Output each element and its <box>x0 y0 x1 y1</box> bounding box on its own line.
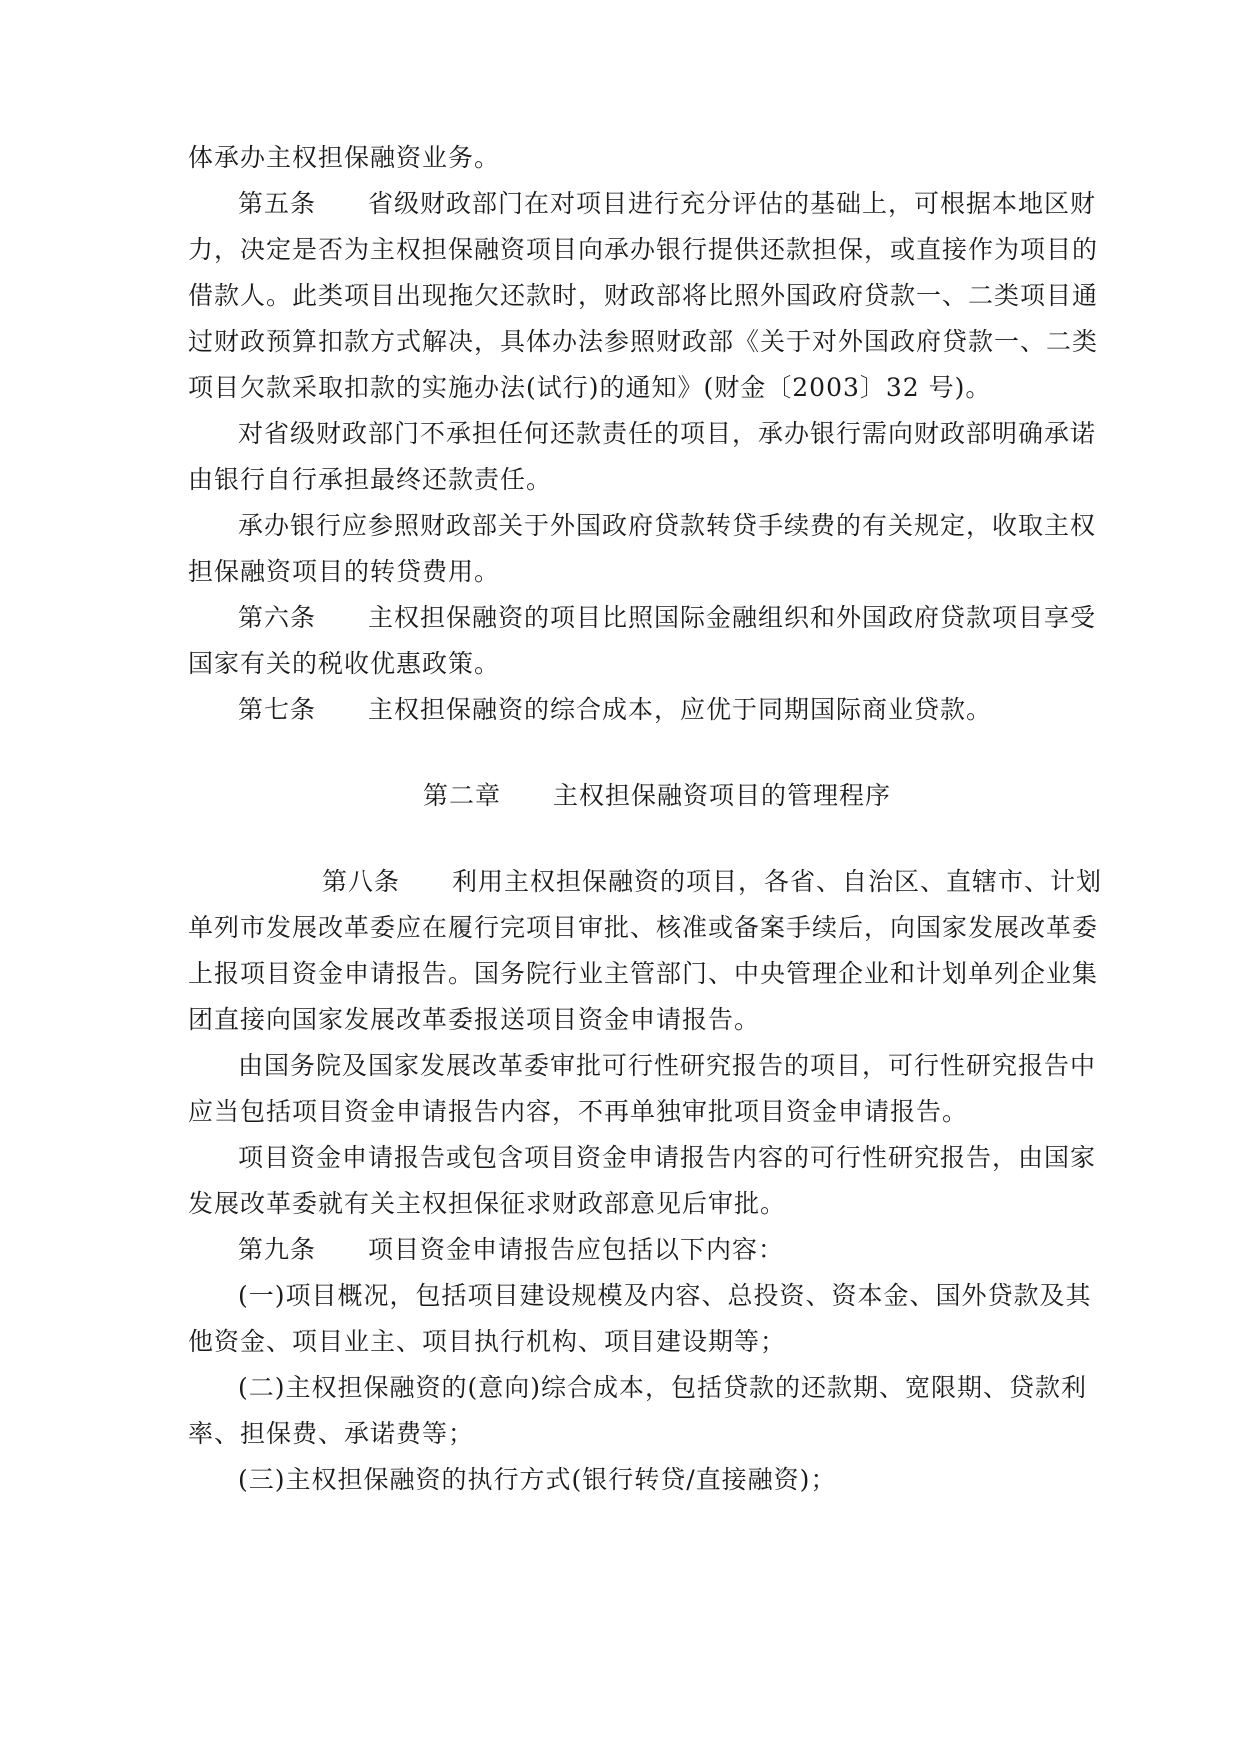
article-5-line: 第五条 省级财政部门在对项目进行充分评估的基础上，可根据本地区财 <box>238 189 1097 218</box>
text-line: 体承办主权担保融资业务。 <box>188 143 501 172</box>
paragraph-line: 由国务院及国家发展改革委审批可行性研究报告的项目，可行性研究报告中 <box>238 1051 1097 1080</box>
paragraph-line: 对省级财政部门不承担任何还款责任的项目，承办银行需向财政部明确承诺 <box>238 419 1097 448</box>
list-item-1: (一)项目概况，包括项目建设规模及内容、总投资、资本金、国外贷款及其 <box>238 1281 1092 1310</box>
article-6-line: 第六条 主权担保融资的项目比照国际金融组织和外国政府贷款项目享受 <box>238 603 1097 632</box>
text-line: 过财政预算扣款方式解决，具体办法参照财政部《关于对外国政府贷款一、二类 <box>188 327 1099 356</box>
text-line: 由银行自行承担最终还款责任。 <box>188 465 553 494</box>
list-item-3: (三)主权担保融资的执行方式(银行转贷/直接融资)； <box>238 1465 837 1494</box>
list-item-2: (二)主权担保融资的(意向)综合成本，包括贷款的还款期、宽限期、贷款利 <box>238 1373 1088 1402</box>
text-line: 力，决定是否为主权担保融资项目向承办银行提供还款担保，或直接作为项目的 <box>188 235 1099 264</box>
text-line: 团直接向国家发展改革委报送项目资金申请报告。 <box>188 1005 761 1034</box>
article-9-line: 第九条 项目资金申请报告应包括以下内容： <box>238 1235 785 1264</box>
text-line: 国家有关的税收优惠政策。 <box>188 649 501 678</box>
text-line: 发展改革委就有关主权担保征求财政部意见后审批。 <box>188 1189 787 1218</box>
paragraph-line: 承办银行应参照财政部关于外国政府贷款转贷手续费的有关规定，收取主权 <box>238 511 1097 540</box>
text-line: 单列市发展改革委应在履行完项目审批、核准或备案手续后，向国家发展改革委 <box>188 913 1099 942</box>
text-line: 担保融资项目的转贷费用。 <box>188 557 501 586</box>
text-line: 借款人。此类项目出现拖欠还款时，财政部将比照外国政府贷款一、二类项目通 <box>188 281 1099 310</box>
text-line: 他资金、项目业主、项目执行机构、项目建设期等； <box>188 1327 787 1356</box>
article-8-line: 第八条 利用主权担保融资的项目，各省、自治区、直辖市、计划 <box>322 867 1103 896</box>
paragraph-line: 项目资金申请报告或包含项目资金申请报告内容的可行性研究报告，由国家 <box>238 1143 1097 1172</box>
chapter-heading: 第二章 主权担保融资项目的管理程序 <box>423 781 892 810</box>
text-line: 上报项目资金申请报告。国务院行业主管部门、中央管理企业和计划单列企业集 <box>188 959 1099 988</box>
text-line: 率、担保费、承诺费等； <box>188 1419 475 1448</box>
text-line: 应当包括项目资金申请报告内容，不再单独审批项目资金申请报告。 <box>188 1097 969 1126</box>
article-7-line: 第七条 主权担保融资的综合成本，应优于同期国际商业贷款。 <box>238 695 993 724</box>
text-line: 项目欠款采取扣款的实施办法(试行)的通知》(财金〔2003〕32 号)。 <box>188 373 992 402</box>
